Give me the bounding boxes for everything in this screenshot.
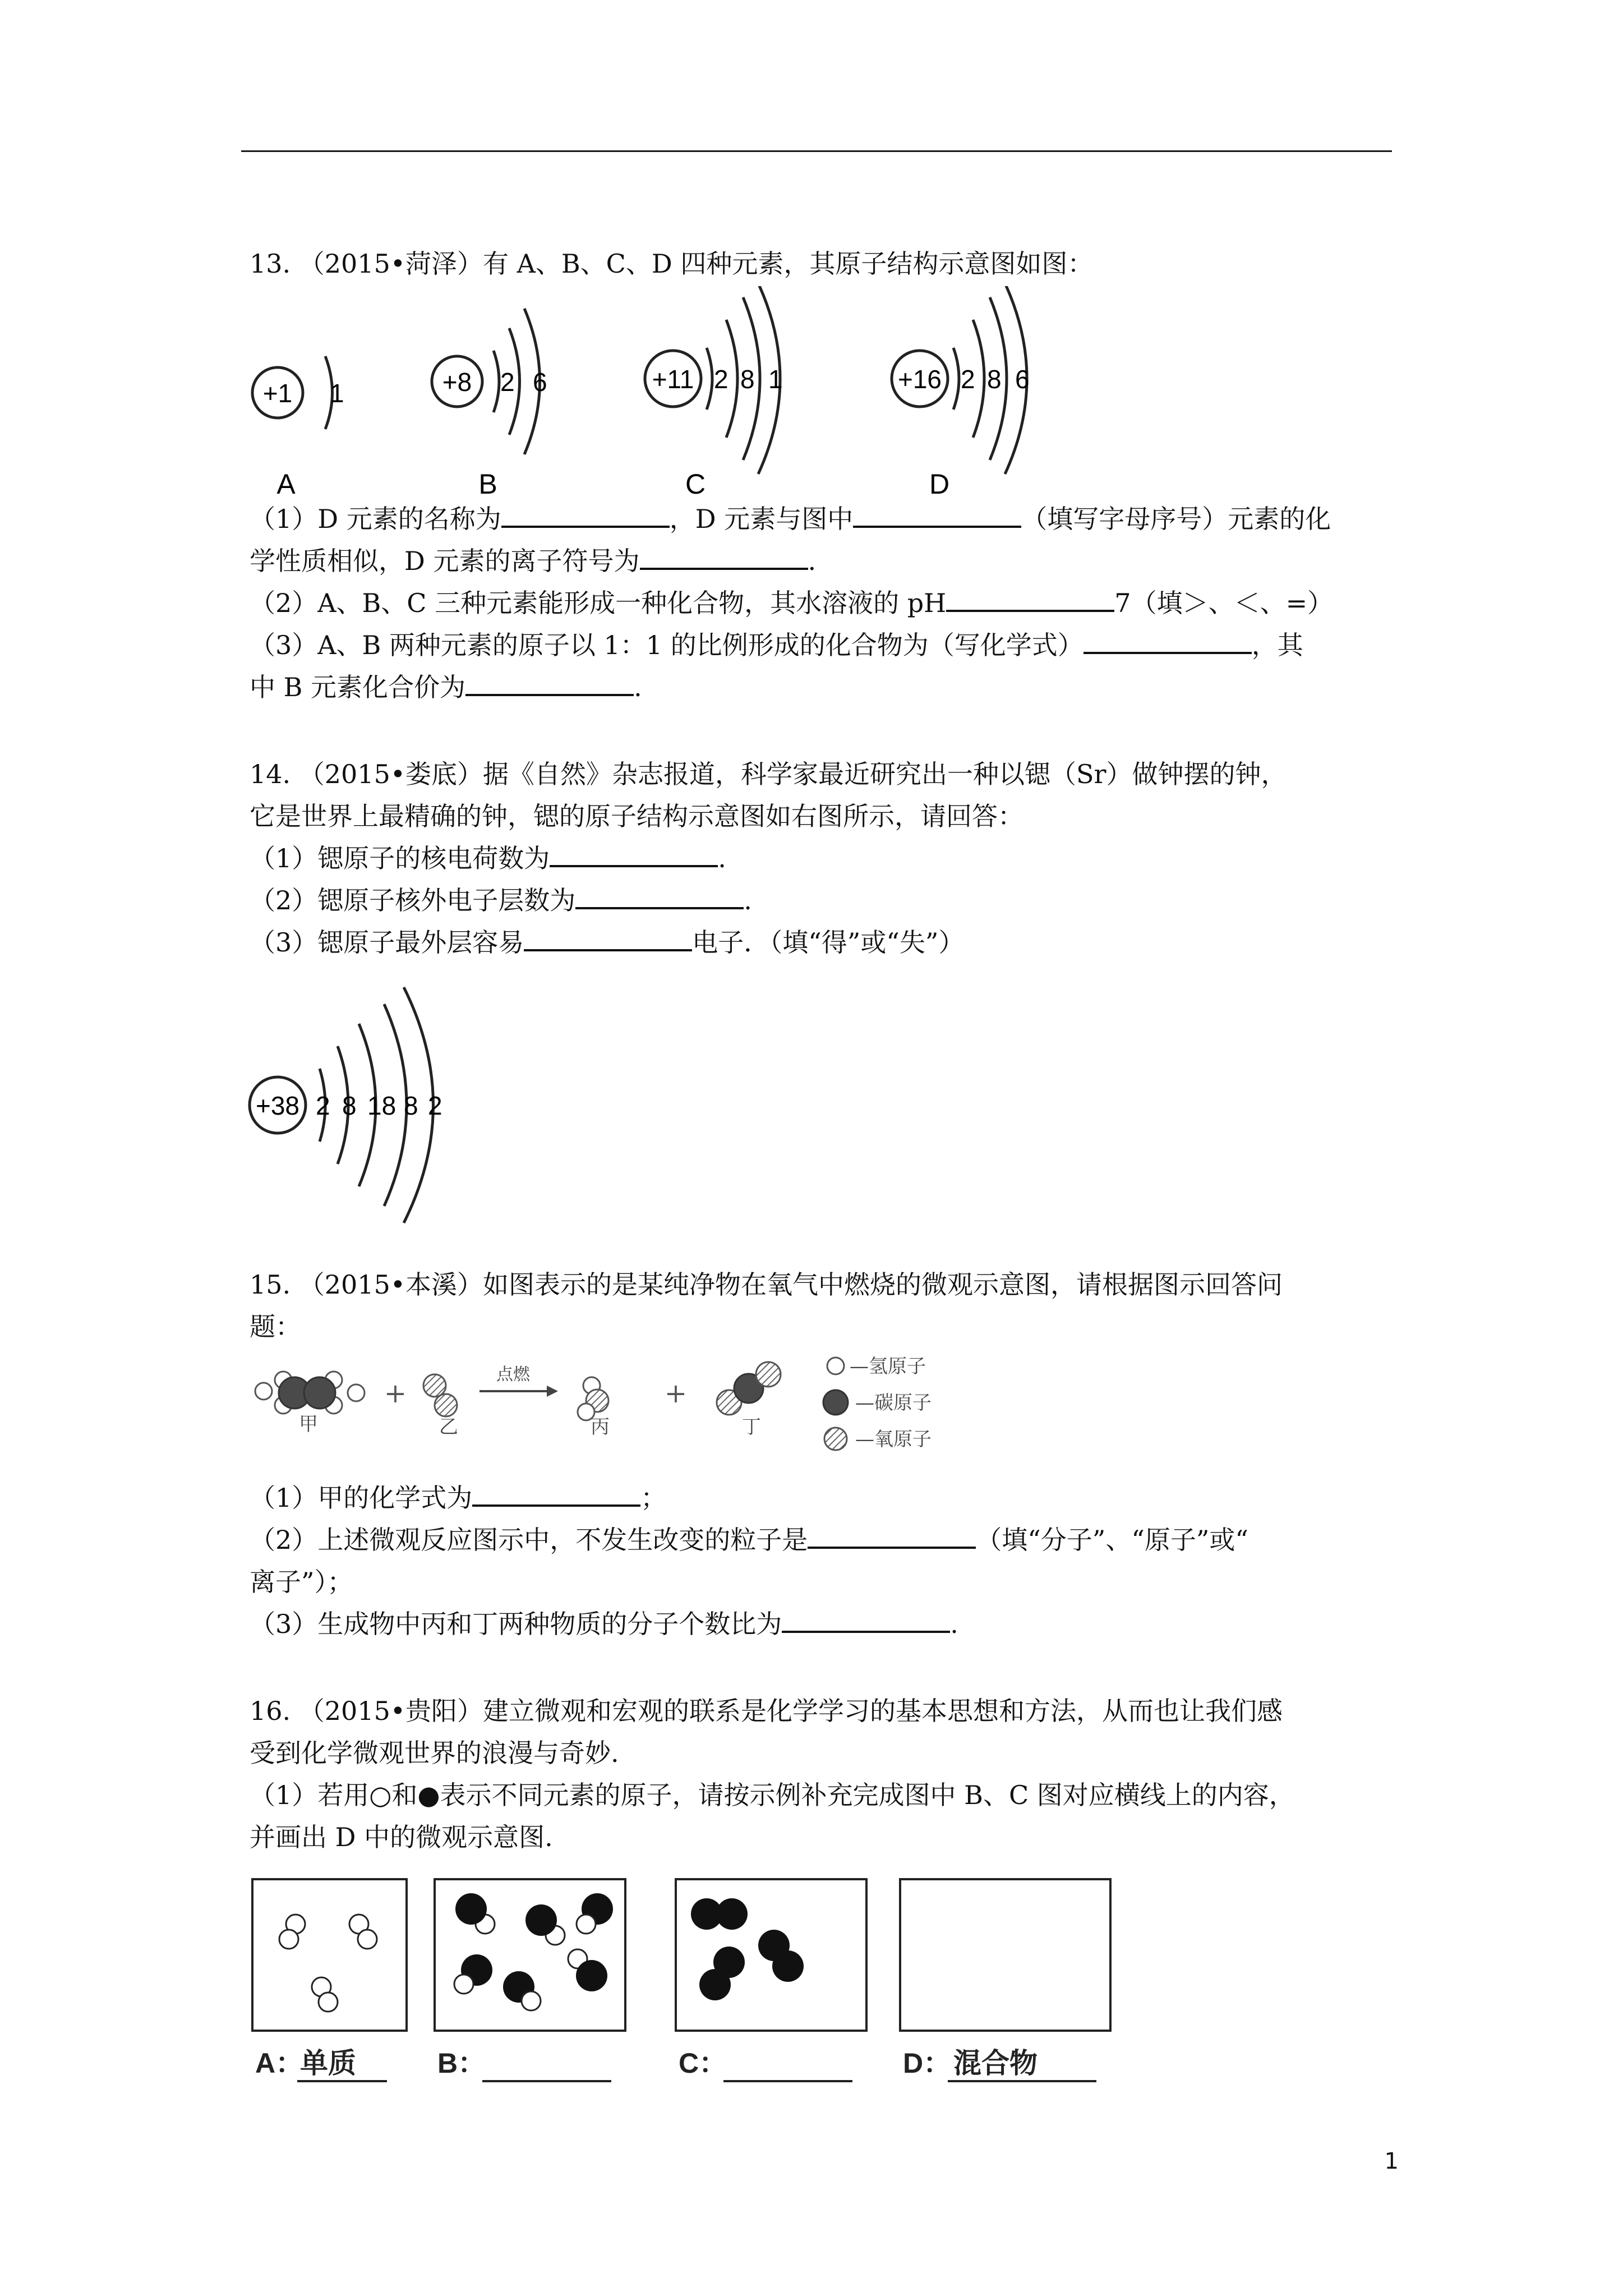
arrow-condition: 点燃	[496, 1365, 530, 1384]
q13-part1-line2: 学性质相似，D 元素的离子符号为 .	[250, 546, 817, 576]
nucleus-b: +8	[442, 367, 472, 397]
q14-part1: （1）锶原子的核电荷数为 .	[250, 843, 726, 873]
shell-sr-4: 8	[404, 1091, 418, 1120]
atom-label-b: B	[478, 468, 497, 499]
answer-blank[interactable]	[550, 843, 718, 867]
answer-blank[interactable]	[853, 503, 1021, 528]
box-d	[900, 1879, 1110, 2081]
shell-sr-2: 8	[342, 1091, 357, 1120]
answer-blank[interactable]	[946, 587, 1114, 612]
answer-blank[interactable]	[501, 503, 670, 528]
answer-blank[interactable]	[782, 1608, 950, 1633]
atom-label-a: A	[276, 468, 296, 499]
atom-diagram-c	[645, 286, 783, 499]
label-bing: 丙	[591, 1416, 610, 1438]
q16-particle-boxes	[250, 1876, 1136, 2101]
hydrogen-atom-icon	[827, 1358, 844, 1374]
plus-sign-1: +	[384, 1378, 407, 1409]
q14-stem-line2: 它是世界上最精确的钟，锶的原子结构示意图如右图所示，请回答：	[250, 801, 1023, 831]
q15-part1: （1）甲的化学式为 ；	[250, 1483, 667, 1513]
box-a-label: A：	[255, 2047, 304, 2079]
shell-sr-1: 2	[316, 1091, 330, 1120]
box-d-answer: 混合物	[953, 2047, 1038, 2079]
nucleus-sr: +38	[255, 1091, 300, 1120]
nucleus-a: +1	[262, 379, 293, 408]
box-c-label: C：	[679, 2047, 727, 2079]
carbon-atom-icon	[823, 1390, 848, 1415]
q14-part3: （3）锶原子最外层容易 电子．（填“得”或“失”）	[250, 927, 965, 958]
shell-c-1: 2	[714, 365, 728, 394]
shell-a-1: 1	[330, 379, 344, 408]
q15-part2-line1: （2）上述微观反应图示中，不发生改变的粒子是 （填“分子”、“原子”或“	[250, 1525, 1248, 1555]
arrow-icon	[547, 1386, 558, 1397]
shell-sr-5: 2	[428, 1091, 442, 1120]
answer-blank[interactable]	[640, 545, 808, 570]
reaction-legend	[823, 1355, 932, 1451]
answer-blank[interactable]	[465, 671, 634, 696]
q13-part3-line2: 中 B 元素化合价为 .	[250, 672, 642, 702]
q16-part1-line1: （1）若用○和●表示不同元素的原子，请按示例补充完成图中 B、C 图对应横线上的内容，	[250, 1780, 1295, 1810]
answer-blank[interactable]	[575, 885, 744, 909]
shell-d-3: 6	[1015, 365, 1030, 394]
atom-diagram-b	[432, 309, 547, 499]
answer-blank[interactable]	[472, 1482, 640, 1507]
atom-label-c: C	[685, 468, 706, 499]
box-a-answer: 单质	[300, 2047, 356, 2079]
box-b	[435, 1879, 625, 2081]
q14-stem-line1: 14. （2015•娄底）据《自然》杂志报道，科学家最近研究出一种以锶（Sr）做钟摆的钟，	[250, 759, 1287, 789]
answer-blank[interactable]	[524, 927, 692, 951]
shell-sr-3: 18	[367, 1091, 396, 1120]
header-rule	[241, 150, 1392, 152]
atom-diagram-d	[892, 286, 1030, 499]
atom-diagram-a	[252, 356, 344, 499]
q13-part1-line1: （1）D 元素的名称为 ，D 元素与图中 （填写字母序号）元素的化	[250, 504, 1331, 534]
q16-stem-line1: 16. （2015•贵阳）建立微观和宏观的联系是化学学习的基本思想和方法，从而也让我们感	[250, 1696, 1283, 1726]
q13-atom-diagrams	[241, 286, 1060, 499]
box-d-label: D：	[903, 2047, 952, 2079]
box-b-label: B：	[437, 2047, 486, 2079]
q15-stem-line1: 15. （2015•本溪）如图表示的是某纯净物在氧气中燃烧的微观示意图，请根据图示回答问	[250, 1269, 1283, 1300]
molecule-jia	[255, 1372, 365, 1435]
shell-c-3: 1	[768, 365, 783, 394]
q14-part2: （2）锶原子核外电子层数为 .	[250, 885, 752, 915]
shell-b-2: 6	[533, 367, 547, 397]
oxygen-atom-icon	[824, 1428, 847, 1450]
atom-label-d: D	[929, 468, 950, 499]
answer-blank[interactable]	[1083, 629, 1252, 654]
q16-part1-line2: 并画出 D 中的微观示意图.	[250, 1822, 553, 1852]
molecule-bing	[578, 1377, 610, 1438]
q15-part2-line2: 离子”）；	[250, 1567, 353, 1597]
q15-reaction-diagram	[247, 1349, 998, 1478]
q15-stem-line2: 题：	[250, 1312, 301, 1342]
q13-part3-line1: （3）A、B 两种元素的原子以 1：1 的比例形成的化合物为（写化学式） ，其	[250, 630, 1303, 660]
legend-oxygen: —氧原子	[855, 1428, 932, 1451]
legend-hydrogen: —氢原子	[850, 1355, 926, 1378]
q13-part2: （2）A、B、C 三种元素能形成一种化合物，其水溶液的 pH 7（填＞、＜、=）	[250, 588, 1334, 618]
q14-strontium-atom-diagram	[241, 979, 477, 1226]
answer-blank[interactable]	[808, 1524, 976, 1549]
shell-d-2: 8	[987, 365, 1002, 394]
label-jia: 甲	[299, 1413, 318, 1435]
nucleus-d: +16	[897, 365, 942, 394]
plus-sign-2: +	[664, 1378, 688, 1409]
shell-d-1: 2	[961, 365, 975, 394]
q15-part3: （3）生成物中丙和丁两种物质的分子个数比为 .	[250, 1609, 958, 1639]
legend-carbon: —碳原子	[855, 1392, 932, 1414]
box-c	[676, 1879, 866, 2081]
label-ding: 丁	[742, 1416, 761, 1438]
shell-b-1: 2	[500, 367, 515, 397]
molecule-yi	[423, 1374, 458, 1438]
q16-stem-line2: 受到化学微观世界的浪漫与奇妙.	[250, 1738, 619, 1768]
shell-c-2: 8	[740, 365, 755, 394]
molecule-ding	[717, 1362, 781, 1438]
label-yi: 乙	[439, 1416, 458, 1438]
nucleus-c: +11	[652, 365, 694, 394]
page-number: 1	[1384, 2148, 1399, 2174]
box-a	[252, 1879, 407, 2081]
q13-stem: 13. （2015•菏泽）有 A、B、C、D 四种元素，其原子结构示意图如图：	[250, 249, 1094, 279]
